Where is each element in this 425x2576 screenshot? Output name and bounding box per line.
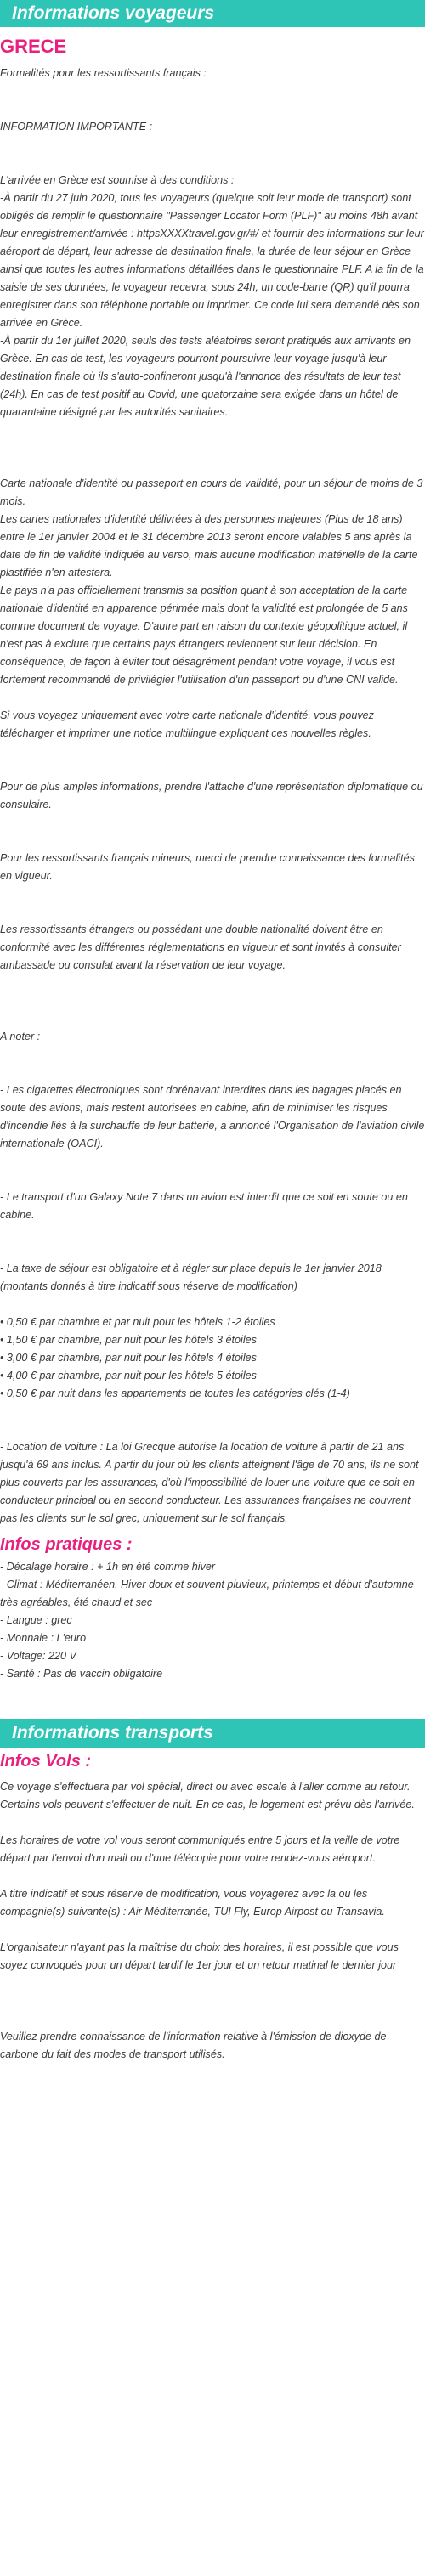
car-rental-note: - Location de voiture : La loi Grecque autorise la location de voiture à partir de 21 ans jusqu'à 69 ans inclus. A partir du jour où les clients atteignent l'âge de 70 ans, ils ne sont plus couverts par les assurances, d'où l'impossibilité de louer une voiture que ce soit en conducteur principal ou en second conducteur. Les assurances françaises ne couvrent pas les clients sur le sol grec, uniquement sur le sol français.: [0, 1441, 419, 1524]
list-item: • 3,00 € par chambre, par nuit pour les hôtels 4 étoiles: [0, 1352, 257, 1364]
infos-vols-title: Infos Vols :: [0, 1752, 92, 1771]
vols-p3: A titre indicatif et sous réserve de modification, vous voyagerez avec la ou les compagnie(s) suivante(s) : Air Méditerranée, TUI Fly, Europ Airpost ou Transavia.: [0, 1888, 385, 1918]
cni-body: Carte nationale d'identité ou passeport en cours de validité, pour un séjour de moins de 3 mois. Les cartes nationales d'identité délivrées à des personnes majeures (Plus de 18 ans) entre le 1er janvier 2004 et le 31 décembre 2013 seront encore valables 5 ans après la date de fin de validité indiquée au verso, mais aucune modification matérielle de la carte plastifiée n'en attestera. Le pays n'a pas officiellement transmis sa position quant à son acceptation de la carte nationale d'identité en apparence périmée mais dont la validité est prolongée de 5 ans comme document de voyage. D'autre part en raison du contexte géopolitique actuel, il n'est pas à exclure que certains pays étrangers reviennent sur leur décision. En conséquence, de façon à éviter tout désagrément pendant votre voyage, il vous est fortement recommandé de privilégier l'utilisation d'un passeport ou d'une CNI valide.: [0, 477, 423, 686]
list-item: • 1,50 € par chambre, par nuit pour les hôtels 3 étoiles: [0, 1334, 257, 1346]
infos-pratiques-title: Infos pratiques :: [0, 1535, 133, 1554]
vols-p4: L'organisateur n'ayant pas la maîtrise du choix des horaires, il est possible que vous soyez convoqués pour un départ tardif le 1er jour et un retour matinal le dernier jour: [0, 1941, 399, 1971]
ecig-note: - Les cigarettes électroniques sont dorénavant interdites dans les bagages placés en soute des avions, mais restent autorisées en cabine, afin de minimiser les risques d'incendie liés à la surchauffe de leur batterie, a annoncé l'Organisation de l'aviation civile internationale (OACI).: [0, 1084, 425, 1150]
country-title: GRECE: [0, 36, 67, 57]
list-item: - Climat : Méditerranéen. Hiver doux et souvent pluvieux, printemps et début d'automne très agréables, été chaud et sec: [0, 1579, 414, 1608]
more-info: Pour de plus amples informations, prendre l'attache d'une représentation diplomatique ou consulaire.: [0, 781, 423, 811]
foreigners-info: Les ressortissants étrangers ou possédant une double nationalité doivent être en conformité avec les différentes réglementations en vigueur et sont invités à consulter ambassade ou consulat avant la réservation de leur voyage.: [0, 924, 401, 971]
transports-content: [0, 1751, 425, 2064]
minors-info: Pour les ressortissants français mineurs, merci de prendre connaissance des formalités en vigueur.: [0, 852, 415, 882]
list-item: • 0,50 € par chambre et par nuit pour les hôtels 1-2 étoiles: [0, 1316, 275, 1328]
list-item: - Langue : grec: [0, 1614, 72, 1626]
galaxy-note: - Le transport d'un Galaxy Note 7 dans un avion est interdit que ce soit en soute ou en cabine.: [0, 1191, 408, 1221]
important-body: L'arrivée en Grèce est soumise à des conditions : -À partir du 27 juin 2020, tous les voyageurs (quelque soit leur mode de transport) sont obligés de remplir le questionnaire "Passenger Locator Form (PLF)" au moins 48h avant leur enregistrement/arrivée : httpsXXXXtravel.gov.gr/#/ et fournir des informations sur leur aéroport de départ, leur adresse de destination finale, la durée de leur séjour en Grèce ainsi que toutes les autres informations détaillées dans le questionnaire PLF. A la fin de la saisie de ses données, le voyageur recevra, sous 24h, un code-barre (QR) qu'il pourra enregistrer dans son téléphone portable ou imprimer. Ce code lui sera demandé dès son arrivée en Grèce. -À partir du 1er juillet 2020, seuls des tests aléatoires seront pratiqués aux arrivants en Grèce. En cas de test, les voyageurs pourront poursuivre leur voyage jusqu'à leur destination finale où ils s'auto-confineront jusqu'à l'annonce des résultats de leur test (24h). En cas de test positif au Covid, une quatorzaine sera exigée dans un hôtel de quarantaine désigné par les autorités sanitaires.: [0, 174, 424, 418]
important-title: INFORMATION IMPORTANTE :: [0, 121, 153, 133]
intro-text: Formalités pour les ressortissants français :: [0, 67, 207, 79]
note-title: A noter :: [0, 1031, 41, 1042]
tax-list: [0, 1313, 425, 1403]
section-header-voyageurs: Informations voyageurs: [0, 0, 425, 27]
list-item: - Voltage: 220 V: [0, 1650, 76, 1662]
list-item: - Décalage horaire : + 1h en été comme hiver: [0, 1561, 216, 1573]
infos-pratiques-list: [0, 1558, 425, 1683]
list-item: • 4,00 € par chambre, par nuit pour les hôtels 5 étoiles: [0, 1370, 257, 1381]
vols-p2: Les horaires de votre vol vous seront communiqués entre 5 jours et la veille de votre départ par l'envoi d'un mail ou d'une télécopie pour votre rendez-vous aéroport.: [0, 1834, 400, 1864]
cni-notice: Si vous voyagez uniquement avec votre carte nationale d'identité, vous pouvez télécharger et imprimer une notice multilingue expliquant ces nouvelles règles.: [0, 709, 374, 739]
list-item: - Monnaie : L'euro: [0, 1632, 87, 1644]
list-item: • 0,50 € par nuit dans les appartements de toutes les catégories clés (1-4): [0, 1387, 350, 1399]
section-header-transports: Informations transports: [0, 1719, 425, 1748]
list-item: - Santé : Pas de vaccin obligatoire: [0, 1668, 163, 1680]
tax-note: - La taxe de séjour est obligatoire et à régler sur place depuis le 1er janvier 2018 (montants donnés à titre indicatif sous réserve de modification): [0, 1263, 382, 1292]
voyageurs-content: [0, 27, 425, 1528]
vols-p1: Ce voyage s'effectuera par vol spécial, direct ou avec escale à l'aller comme au retour. Certains vols peuvent s'effectuer de nuit. En ce cas, le logement est prévu dès l'arrivée.: [0, 1781, 415, 1811]
vols-p5: Veuillez prendre connaissance de l'information relative à l'émission de dioxyde de carbone du fait des modes de transport utilisés.: [0, 2031, 387, 2060]
